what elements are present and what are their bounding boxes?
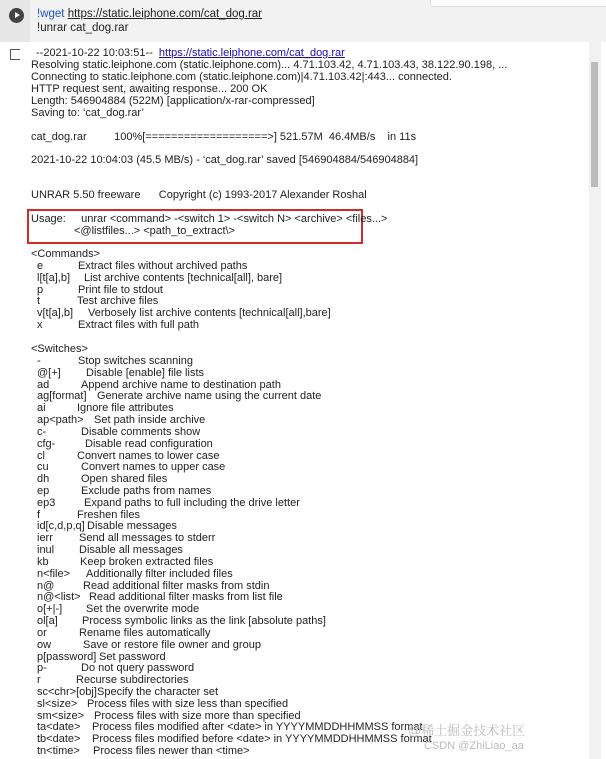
command-description: List archive contents [technical[all], bare]	[84, 271, 283, 284]
switch-key: tb<date>	[37, 733, 81, 746]
switch-description: Read additional filter masks from stdin	[83, 579, 270, 592]
switch-description: Process symbolic links as the link [absolute paths]	[82, 615, 326, 628]
command-key: p	[37, 283, 44, 296]
switch-key: dh	[37, 473, 50, 486]
switch-key: n@<list>	[37, 591, 81, 604]
switch-key: ep3	[37, 496, 56, 509]
switch-key: cl	[37, 449, 45, 462]
output-line	[36, 47, 345, 59]
switch-key: @[+]	[37, 366, 61, 379]
switch-key: sl<size>	[37, 697, 78, 710]
switch-key: or	[37, 626, 47, 639]
command-description: Verbosely list archive contents [technical[all],bare]	[88, 307, 331, 320]
switch-description: Freshen files	[77, 508, 140, 521]
switch-description: Expand paths to full including the drive letter	[84, 496, 300, 509]
switch-description: Process files modified before <date> in YYYYMMDDHHMMSS format	[92, 733, 432, 746]
command-key: t	[37, 295, 41, 308]
usage-line: <@listfiles...> <path_to_extract\>	[74, 225, 235, 237]
command-key: v[t[a],b]	[37, 307, 74, 320]
progress-line: cat_dog.rar 100%[===================>] 521.57M 46.4MB/s in 11s	[31, 131, 417, 143]
switch-key: r	[37, 674, 41, 687]
switch-description: Set path inside archive	[94, 414, 206, 427]
switch-description: Save or restore file owner and group	[83, 638, 261, 651]
switch-description: Keep broken extracted files	[80, 555, 214, 568]
switch-key: ierr	[37, 532, 53, 545]
switch-description: Convert names to upper case	[81, 461, 226, 474]
switch-description: Process files modified after <date> in YYYYMMDDHHMMSS format	[92, 721, 423, 734]
switch-description: Read additional filter masks from list file	[89, 591, 283, 604]
code-cell[interactable]	[0, 0, 606, 42]
switch-description: Convert names to lower case	[77, 449, 220, 462]
switch-key: n@	[37, 579, 55, 592]
timestamp: --2021-10-22 10:03:51--	[36, 47, 159, 59]
switch-description: Disable messages	[87, 520, 177, 533]
switch-key: ai	[37, 402, 46, 415]
switch-description: Disable comments show	[81, 425, 201, 438]
switch-key: ta<date>	[37, 721, 81, 734]
output-icon	[10, 49, 20, 60]
scrollbar-thumb[interactable]	[591, 62, 598, 187]
switch-description: Process files newer than <time>	[93, 745, 250, 758]
watermark: @稀土掘金技术社区	[408, 723, 526, 738]
switch-description: Specify the character set	[97, 685, 219, 698]
switch-description: Recurse subdirectories	[76, 674, 189, 687]
switch-key: ep	[37, 485, 50, 498]
download-link[interactable]: https://static.leiphone.com/cat_dog.rar	[158, 47, 345, 59]
switch-key: ap<path>	[37, 414, 84, 427]
switch-key: cfg-	[37, 437, 56, 450]
switch-description: Process files with size more than specified	[94, 709, 301, 722]
watermark: CSDN @ZhiLiao_aa	[424, 740, 524, 752]
usage-line: Usage: unrar <command> -<switch 1> -<switch N> <archive> <files...>	[31, 213, 388, 225]
switch-key: cu	[37, 461, 49, 474]
switch-key: f	[37, 508, 41, 521]
output-line: UNRAR 5.50 freeware Copyright (c) 1993-2017 Alexander Roshal	[31, 189, 367, 201]
switch-description: Additionally filter included files	[86, 567, 233, 580]
command-description: Extract files without archived paths	[78, 260, 248, 272]
scrollbar[interactable]	[589, 42, 601, 759]
switch-description: Generate archive name using the current date	[97, 390, 322, 403]
switch-key: sc<chr>[obj]	[37, 685, 97, 698]
command-description: Extract files with full path	[78, 319, 200, 331]
code-url: https://static.leiphone.com/cat_dog.rar	[67, 8, 263, 20]
switch-description: Exclude paths from names	[81, 485, 212, 498]
switch-key: o[+|-]	[37, 603, 63, 616]
output-line: Resolving static.leiphone.com (static.leiphone.com)... 4.71.103.42, 4.71.103.43, 38.122.90.198, ...	[31, 59, 508, 71]
switch-description: Send all messages to stderr	[79, 532, 216, 545]
switches-header: <Switches>	[31, 343, 88, 355]
switch-key: p[password]	[37, 650, 97, 663]
output-line: 2021-10-22 10:04:03 (45.5 MB/s) - ‘cat_dog.rar’ saved [546904884/546904884]	[31, 154, 419, 166]
switch-description: Disable all messages	[79, 544, 183, 557]
cell-toolbar[interactable]	[430, 0, 606, 7]
switch-description: Process files with size less than specified	[87, 697, 289, 710]
switch-description: Stop switches scanning	[78, 355, 193, 367]
command-description: Test archive files	[77, 295, 159, 308]
switch-key: kb	[37, 555, 49, 568]
code-prefix: !wget	[37, 8, 68, 20]
output-line: Length: 546904884 (522M) [application/x-rar-compressed]	[31, 95, 315, 107]
switch-key: inul	[37, 544, 55, 557]
switch-description: Set the overwrite mode	[86, 603, 200, 616]
switch-key: p-	[37, 662, 47, 675]
run-cell-button[interactable]	[9, 8, 24, 23]
switch-description: Append archive name to destination path	[81, 378, 281, 391]
code-line-1[interactable]	[37, 8, 262, 20]
commands-header: <Commands>	[31, 248, 101, 260]
switch-key: id[c,d,p,q]	[37, 520, 85, 533]
switch-key: ag[format]	[37, 390, 87, 403]
switch-description: Open shared files	[81, 473, 168, 486]
switch-key: sm<size>	[37, 709, 85, 722]
switch-description: Disable [enable] file lists	[86, 366, 205, 379]
switch-key: ol[a]	[37, 615, 58, 628]
switch-key: c-	[37, 425, 47, 438]
switch-description: Do not query password	[81, 662, 195, 675]
switch-key: -	[37, 355, 41, 367]
switch-description: Set password	[99, 650, 166, 663]
command-key: e	[37, 260, 44, 272]
command-key: l[t[a],b]	[37, 271, 71, 284]
switch-key: ad	[37, 378, 50, 391]
switch-key: ow	[37, 638, 52, 651]
switch-description: Ignore file attributes	[77, 402, 174, 415]
output-line: Connecting to static.leiphone.com (static.leiphone.com)|4.71.103.42|:443... connected.	[31, 71, 452, 83]
switch-key: tn<time>	[37, 745, 80, 758]
command-description: Print file to stdout	[78, 283, 163, 296]
switch-description: Disable read configuration	[85, 437, 213, 450]
switch-key: n<file>	[37, 567, 71, 580]
command-key: x	[37, 319, 43, 331]
code-line-2[interactable]: !unrar cat_dog.rar	[37, 22, 129, 34]
switch-description: Rename files automatically	[79, 626, 211, 639]
output-line: HTTP request sent, awaiting response... 200 OK	[31, 83, 268, 95]
output-line: Saving to: ‘cat_dog.rar’	[31, 107, 144, 119]
